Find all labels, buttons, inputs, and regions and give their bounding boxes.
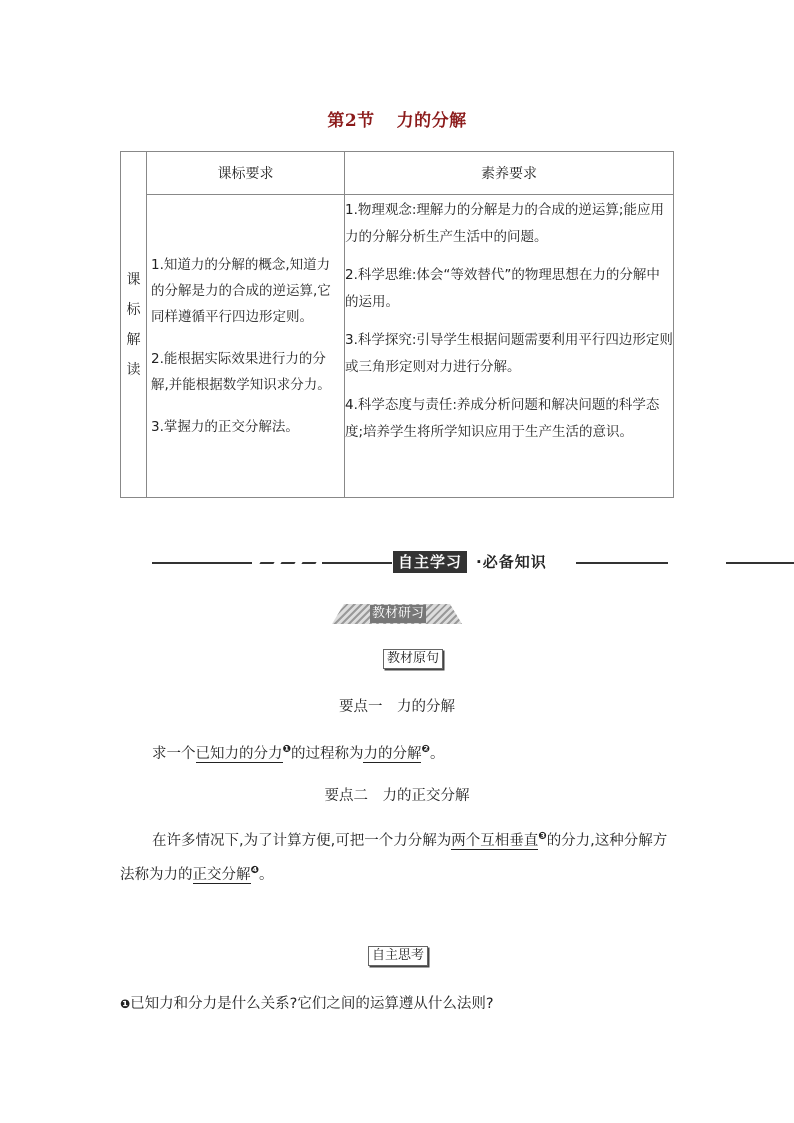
note-marker: ❸ bbox=[538, 831, 547, 842]
point2-text: 在许多情况下,为了计算方便,可把一个力分解为两个互相垂直$^❸$的分力,这种分解方法称为力的正交分解$^❹$。 bbox=[120, 831, 668, 883]
literacy-requirements bbox=[345, 195, 674, 498]
page-title bbox=[0, 106, 794, 131]
literacy-item: 4.科学态度与责任:养成分析问题和解决问题的科学态度;培养学生将所学知识应用于生产生活的意识。 bbox=[345, 397, 660, 440]
banner-text: ·必备知识 bbox=[476, 553, 547, 571]
underlined-term: 力的分解 bbox=[363, 745, 422, 762]
point2-heading: 要点二 力的正交分解 bbox=[324, 788, 470, 804]
question-marker: ❶ bbox=[120, 997, 131, 1011]
underlined-term: 正交分解 bbox=[192, 866, 251, 883]
requirement-item: 3.掌握力的正交分解法。 bbox=[151, 419, 299, 435]
note-marker: ❷ bbox=[421, 744, 430, 755]
requirement-item: 1.知道力的分解的概念,知道力的分解是力的合成的逆运算,它同样遵循平行四边形定则。 bbox=[151, 257, 331, 325]
point1-text: 求一个已知力的分力$^❶$的过程称为力的分解$^❷$。 bbox=[152, 744, 445, 762]
side-label-cell: 课 标 解 读 bbox=[121, 152, 147, 498]
note-marker: ❹ bbox=[250, 864, 259, 876]
curriculum-requirements bbox=[147, 195, 345, 498]
banner-box: 自主学习 bbox=[393, 551, 467, 573]
standards-table bbox=[120, 151, 674, 498]
divider bbox=[576, 562, 668, 564]
underlined-term: 两个互相垂直 bbox=[451, 832, 539, 849]
requirement-item: 2.能根据实际效果进行力的分解,并能根据数学知识求分力。 bbox=[151, 351, 331, 393]
literacy-item: 1.物理观念:理解力的分解是力的合成的逆运算;能应用力的分解分析生产生活中的问题。 bbox=[345, 202, 664, 245]
literacy-item: 3.科学探究:引导学生根据问题需要利用平行四边形定则或三角形定则对力进行分解。 bbox=[345, 332, 673, 375]
underlined-term: 已知力的分力 bbox=[195, 745, 283, 762]
question-text: ❶已知力和分力是什么关系?它们之间的运算遵从什么法则? bbox=[120, 996, 494, 1012]
header-literacy: 素养要求 bbox=[345, 152, 674, 195]
section-banner bbox=[0, 551, 794, 575]
original-text-tag: 教材原句 bbox=[383, 649, 443, 669]
self-thinking-tag: 自主思考 bbox=[368, 946, 428, 966]
header-curriculum: 课标要求 bbox=[147, 152, 345, 195]
divider bbox=[726, 562, 794, 564]
divider bbox=[152, 562, 252, 564]
textbook-study-tag: 教材研习 bbox=[332, 604, 462, 624]
literacy-item: 2.科学思维:体会“等效替代”的物理思想在力的分解中的运用。 bbox=[345, 267, 660, 310]
divider bbox=[322, 562, 392, 564]
note-marker: ❶ bbox=[282, 744, 291, 755]
section-name: 力的分解 bbox=[396, 111, 467, 131]
point1-heading: 要点一 力的分解 bbox=[339, 699, 455, 715]
section-number: 第2节 bbox=[327, 111, 375, 131]
